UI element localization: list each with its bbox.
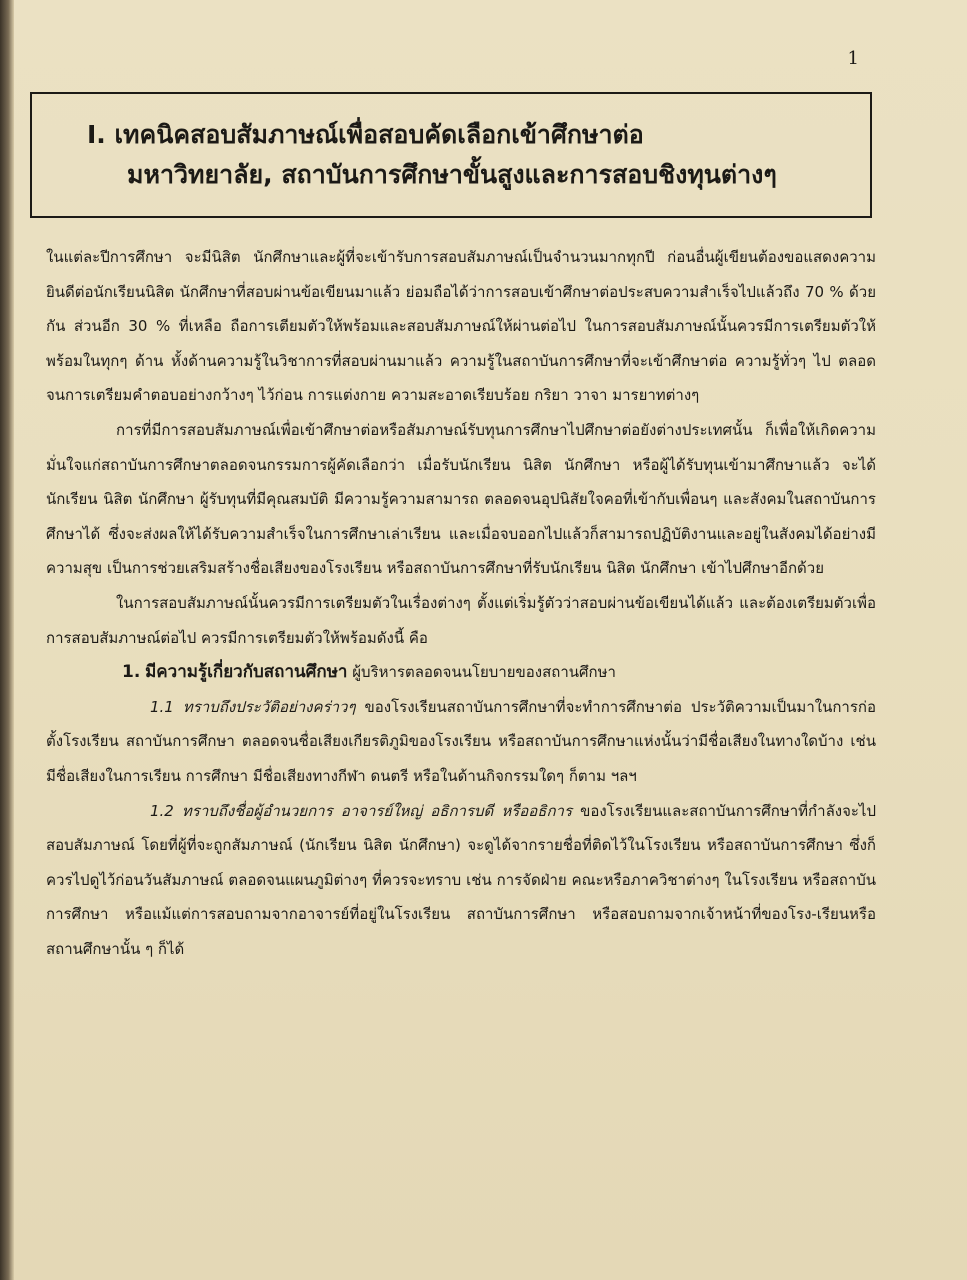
page-number: 1 — [847, 48, 859, 69]
section-1-title: มีความรู้เกี่ยวกับสถานศึกษา — [145, 662, 348, 683]
paragraph-2: การที่มีการสอบสัมภาษณ์เพื่อเข้าศึกษาต่อหรือสัมภาษณ์รับทุนการศึกษาไปศึกษาต่อยังต่างประเทศนั้น ก็เพื่อให้เกิดความมั่นใจแก่สถาบันการศึกษาตลอดจนกรรมการผู้คัดเลือกว่า เมื่อรับนักเรียน นิสิต นักศึกษา หรือผู้ได้รับทุนเข้ามาศึกษาแล้ว จะได้นักเรียน นิสิต นักศึกษา ผู้รับทุนที่มีคุณสมบัติ มีความรู้ความสามารถ ตลอดจนอุปนิสัยใจคอที่เข้ากับเพื่อนๆ และสังคมในสถาบันการศึกษาได้ ซึ่งจะส่งผลให้ได้รับความสำเร็จในการศึกษาเล่าเรียน และเมื่อจบออกไปแล้วก็สามารถปฏิบัติงานและอยู่ในสังคมได้อย่างมีความสุข เป็นการช่วยเสริมสร้างชื่อเสียงของโรงเรียน หรือสถาบันการศึกษาที่รับนักเรียน นิสิต นักศึกษา เข้าไปศึกษาอีกด้วย — [46, 420, 876, 578]
title-line-1: I. เทคนิคสอบสัมภาษณ์เพื่อสอบคัดเลือกเข้าศึกษาต่อ — [87, 120, 644, 149]
subsection-1-1-lead: 1.1 ทราบถึงประวัติอย่างคร่าวๆ — [150, 697, 356, 716]
subsection-1-1 — [46, 690, 876, 794]
page-edge-shadow — [0, 0, 14, 1280]
title-line-2: มหาวิทยาลัย, สถาบันการศึกษาขั้นสูงและการสอบชิงทุนต่างๆ — [127, 160, 777, 189]
subsection-1-2-text: ของโรงเรียนและสถาบันการศึกษาที่กำลังจะไปสอบสัมภาษณ์ โดยที่ผู้ที่จะถูกสัมภาษณ์ (นักเรียน นิสิต นักศึกษา) จะดูได้จากรายชื่อที่ติดไว้ในโรงเรียน หรือสถาบันการศึกษา ซึ่งก็ควรไปดูไว้ก่อนวันสัมภาษณ์ ตลอดจนแผนภูมิต่างๆ ที่ควรจะทราบ เช่น การจัดฝ่าย คณะหรือภาควิชาต่างๆ ในโรงเรียน หรือสถาบันการศึกษา หรือแม้แต่การสอบถามจากอาจารย์ที่อยู่ในโรงเรียน สถาบันการศึกษา หรือสอบถามจากเจ้าหน้าที่ของโรง-เรียนหรือสถานศึกษานั้น ๆ ก็ได้ — [46, 801, 876, 958]
paragraph-3: ในการสอบสัมภาษณ์นั้นควรมีการเตรียมตัวในเรื่องต่างๆ ตั้งแต่เริ่มรู้ตัวว่าสอบผ่านข้อเขียนได้แล้ว และต้องเตรียมตัวเพื่อการสอบสัมภาษณ์ต่อไป ควรมีการเตรียมตัวให้พร้อมดังนี้ คือ — [46, 593, 876, 647]
section-1-heading — [46, 655, 876, 690]
subsection-1-2-lead: 1.2 ทราบถึงชื่อผู้อำนวยการ อาจารย์ใหญ่ อธิการบดี หรืออธิการ — [150, 801, 573, 820]
title-box — [30, 92, 872, 218]
subsection-1-2 — [46, 794, 876, 967]
section-1-number: 1. — [122, 662, 141, 683]
section-1-rest: ผู้บริหารตลอดจนนโยบายของสถานศึกษา — [352, 663, 616, 682]
paragraph-1: ในแต่ละปีการศึกษา จะมีนิสิต นักศึกษาและผู้ที่จะเข้ารับการสอบสัมภาษณ์เป็นจำนวนมากทุกปี ก่อนอื่นผู้เขียนต้องขอแสดงความยินดีต่อนักเรียนนิสิต นักศึกษาที่สอบผ่านข้อเขียนมาแล้ว ย่อมถือได้ว่าการสอบเข้าศึกษาต่อประสบความสำเร็จไปแล้วถึง 70 % ด้วยกัน ส่วนอีก 30 % ที่เหลือ ถือการเตียมตัวให้พร้อมและสอบสัมภาษณ์ให้ผ่านต่อไป ในการสอบสัมภาษณ์นั้นควรมีการเตรียมตัวให้พร้อมในทุกๆ ด้าน หั้งด้านความรู้ในวิชาการที่สอบผ่านมาแล้ว ความรู้ในสถาบันการศึกษาที่จะเข้าศึกษาต่อ ความรู้ทั่วๆ ไป ตลอดจนการเตรียมคำตอบอย่างกว้างๆ ไว้ก่อน การแต่งกาย ความสะอาดเรียบร้อย กริยา วาจา มารยาทต่างๆ — [46, 248, 876, 405]
subsection-1-1-text: ของโรงเรียนสถาบันการศึกษาที่จะทำการศึกษาต่อ ประวัติความเป็นมาในการก่อตั้งโรงเรียน สถาบันการศึกษา ตลอดจนชื่อเสียงเกียรติภูมิของโรงเรียน หรือสถาบันการศึกษาแห่งนั้นว่ามีชื่อเสียงในทางใดบ้าง เช่น มีชื่อเสียงในการเรียน การศึกษา มีชื่อเสียงทางกีฬา ดนตรี หรือในด้านกิจกรรมใดๆ ก็ตาม ฯลฯ — [46, 697, 876, 785]
body-text — [46, 240, 876, 966]
